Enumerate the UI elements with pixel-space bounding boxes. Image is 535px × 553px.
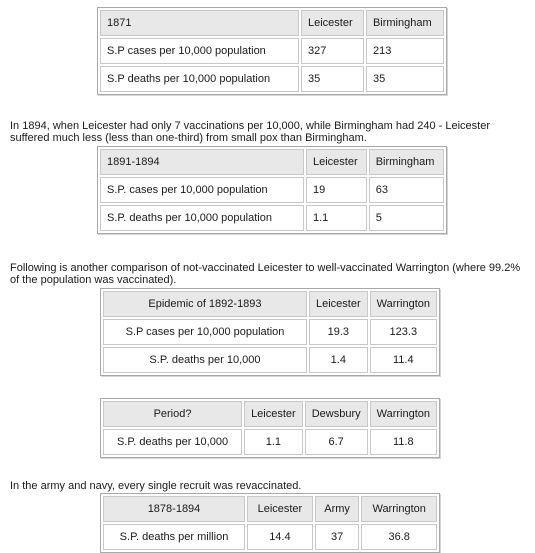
paragraph-army	[10, 480, 301, 492]
cell-birmingham: 5	[369, 205, 444, 231]
header-leicester: Leicester	[244, 401, 303, 427]
header-warrington: Warrington	[370, 401, 437, 427]
header-period: Epidemic of 1892-1893	[103, 291, 307, 317]
header-leicester: Leicester	[309, 291, 368, 317]
header-birmingham: Birmingham	[366, 10, 444, 36]
table-1878-1894	[100, 493, 440, 553]
table-1891-1894	[97, 146, 447, 234]
cell-leicester: 1.1	[306, 205, 367, 231]
cell-dewsbury: 6.7	[305, 429, 368, 455]
cell-army: 37	[315, 524, 360, 550]
table-row	[100, 177, 444, 203]
row-label: S.P. deaths per 10,000	[103, 347, 307, 373]
table-header-row	[100, 149, 444, 175]
header-period: 1871	[100, 10, 299, 36]
cell-birmingham: 213	[366, 38, 444, 64]
table-epidemic-1892-1893	[100, 288, 440, 376]
paragraph-warrington	[10, 262, 520, 286]
header-army: Army	[315, 496, 360, 522]
cell-warrington: 36.8	[361, 524, 437, 550]
row-label: S.P. deaths per 10,000	[103, 429, 242, 455]
header-birmingham: Birmingham	[369, 149, 444, 175]
table-row	[100, 38, 444, 64]
paragraph-line: of the population was vaccinated).	[10, 274, 177, 286]
table-period	[100, 398, 440, 458]
table-row	[103, 429, 437, 455]
header-dewsbury: Dewsbury	[305, 401, 368, 427]
cell-leicester: 1.4	[309, 347, 368, 373]
cell-leicester: 14.4	[247, 524, 313, 550]
header-warrington: Warrington	[361, 496, 437, 522]
header-warrington: Warrington	[370, 291, 437, 317]
paragraph-1894	[10, 120, 490, 144]
row-label: S.P deaths per 10,000 population	[100, 66, 299, 92]
row-label: S.P. cases per 10,000 population	[100, 177, 304, 203]
header-period: 1891-1894	[100, 149, 304, 175]
table-row	[103, 524, 437, 550]
cell-warrington: 11.8	[370, 429, 437, 455]
cell-warrington: 123.3	[370, 319, 437, 345]
table-row	[103, 347, 437, 373]
row-label: S.P cases per 10,000 population	[100, 38, 299, 64]
cell-leicester: 19	[306, 177, 367, 203]
table-row	[100, 66, 444, 92]
cell-birmingham: 35	[366, 66, 444, 92]
cell-leicester: 1.1	[244, 429, 303, 455]
cell-warrington: 11.4	[370, 347, 437, 373]
cell-leicester: 19.3	[309, 319, 368, 345]
cell-leicester: 327	[301, 38, 364, 64]
row-label: S.P cases per 10,000 population	[103, 319, 307, 345]
header-period: Period?	[103, 401, 242, 427]
cell-birmingham: 63	[369, 177, 444, 203]
row-label: S.P. deaths per million	[103, 524, 245, 550]
header-period: 1878-1894	[103, 496, 245, 522]
table-1871	[97, 7, 447, 95]
header-leicester: Leicester	[301, 10, 364, 36]
table-row	[100, 205, 444, 231]
table-header-row	[100, 10, 444, 36]
header-leicester: Leicester	[247, 496, 313, 522]
table-header-row	[103, 496, 437, 522]
table-header-row	[103, 401, 437, 427]
paragraph-line: In the army and navy, every single recruit was revaccinated.	[10, 480, 302, 492]
table-row	[103, 319, 437, 345]
header-leicester: Leicester	[306, 149, 367, 175]
cell-leicester: 35	[301, 66, 364, 92]
table-header-row	[103, 291, 437, 317]
paragraph-line: suffered much less (less than one-third) from small pox than Birmingham.	[10, 132, 367, 144]
paragraph-line: In 1894, when Leicester had only 7 vaccinations per 10,000, while Birmingham had 240 - Leicester	[10, 120, 491, 132]
paragraph-line: Following is another comparison of not-vaccinated Leicester to well-vaccinated Warrington (where 99.2%	[10, 262, 521, 274]
row-label: S.P. deaths per 10,000 population	[100, 205, 304, 231]
